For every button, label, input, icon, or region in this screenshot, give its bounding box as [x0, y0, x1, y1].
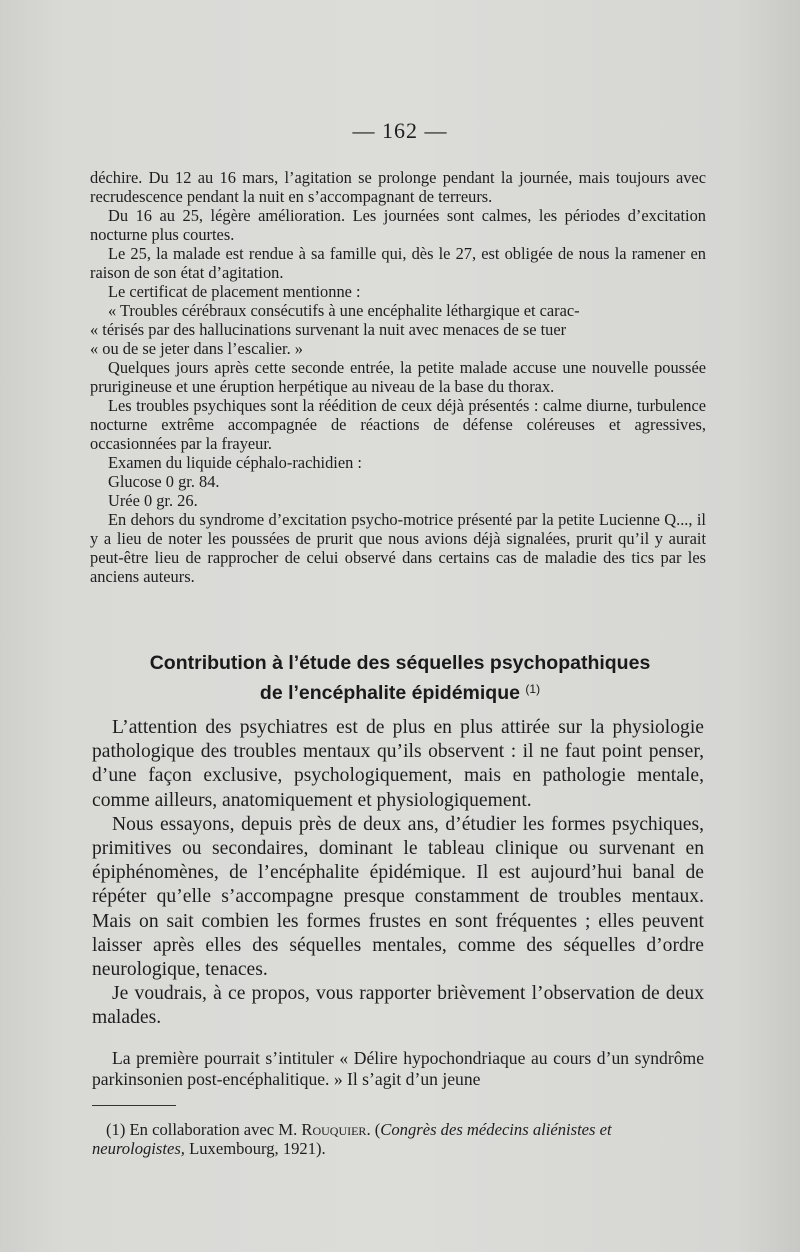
paragraph: Le 25, la malade est rendue à sa famille qui, dès le 27, est obligée de nous la ramener en raison de son état d’agitation.: [90, 244, 706, 282]
footnote-author: Rouquier: [301, 1120, 367, 1139]
heading-line: Contribution à l’étude des séquelles psychopathiques: [149, 652, 651, 674]
paragraph: Examen du liquide céphalo-rachidien :: [108, 453, 362, 472]
paragraph: Du 16 au 25, légère amélioration. Les journées sont calmes, les périodes d’excitation nocturne plus courtes.: [90, 206, 706, 244]
heading-line-2: [90, 676, 710, 706]
paragraph: En dehors du syndrome d’excitation psycho-motrice présenté par la petite Lucienne Q..., il y a lieu de noter les poussées de prurit que nous avions déjà signalées, prurit qu’il y aurait peut-être lieu de rapprocher de celui observé dans certains cas de maladie des tics par les anciens auteurs.: [90, 510, 706, 586]
paragraph: Quelques jours après cette seconde entrée, la petite malade accuse une nouvelle poussée prurigineuse et une éruption herpétique au niveau de la base du thorax.: [90, 358, 706, 396]
quote-line: « Troubles cérébraux consécutifs à une encéphalite léthargique et carac-: [108, 301, 580, 320]
paragraph: Glucose 0 gr. 84.: [108, 472, 220, 491]
page-number: — 162 —: [352, 118, 448, 143]
paragraph: Les troubles psychiques sont la réédition de ceux déjà présentés : calme diurne, turbulence nocturne extrême accompagnée de réactions de défense coléreuses et agressives, occasionnées par la frayeur.: [90, 396, 706, 453]
paragraph: La première pourrait s’intituler « Délire hypochondriaque au cours d’un syndrôme parkinsonien post-encéphalitique. » Il s’agit d’un jeune: [92, 1047, 704, 1089]
footnote-divider: [92, 1105, 176, 1106]
continued-text-block: [90, 168, 706, 586]
paragraph: déchire. Du 12 au 16 mars, l’agitation se prolonge pendant la journée, mais toujours avec recrudescence pendant la nuit en s’accompagnant de terreurs.: [90, 168, 706, 206]
heading-line: de l’encéphalite épidémique: [259, 682, 520, 704]
footnote-prefix: (1) En collaboration avec M.: [106, 1120, 298, 1139]
footnote-dot: .: [366, 1120, 371, 1139]
paragraph: Je voudrais, à ce propos, vous rapporter brièvement l’observation de deux malades.: [92, 983, 704, 1029]
footnote: [92, 1120, 704, 1158]
quote-line: « ou de se jeter dans l’escalier. »: [90, 339, 303, 358]
footnote-rest: Luxembourg, 1921).: [184, 1139, 326, 1158]
footnote-reference: (1): [525, 682, 541, 696]
article-body: [92, 716, 704, 1090]
paragraph: Nous essayons, depuis près de deux ans, d’étudier les formes psychiques, primitives ou secondaires, dominant le tableau clinique ou survenant en épiphénomènes, de l’encéphalite épidémique. Il est aujourd’hui banal de répéter qu’elle s’accompagne presque constamment de troubles mentaux. Mais on sait combien les formes frustes en sont fréquentes ; elles peuvent laisser après elles des séquelles mentales, comme des séquelles d’ordre neurologique, tenaces.: [92, 813, 704, 981]
paragraph: L’attention des psychiatres est de plus en plus attirée sur la physiologie pathologique des troubles mentaux qu’ils observent : il ne faut point penser, d’une façon exclusive, psychologiquement, mais en pathologie mentale, comme ailleurs, anatomiquement et physiologiquement.: [92, 717, 704, 811]
footnote-source: Congrès des médecins aliénistes et neurologistes,: [92, 1120, 612, 1158]
paragraph: Le certificat de placement mentionne :: [108, 282, 361, 301]
quote-line: « térisés par des hallucinations survenant la nuit avec menaces de se tuer: [90, 320, 567, 339]
paragraph: Urée 0 gr. 26.: [108, 491, 198, 510]
footnote-paren: (: [370, 1120, 381, 1139]
section-heading: [90, 650, 710, 706]
